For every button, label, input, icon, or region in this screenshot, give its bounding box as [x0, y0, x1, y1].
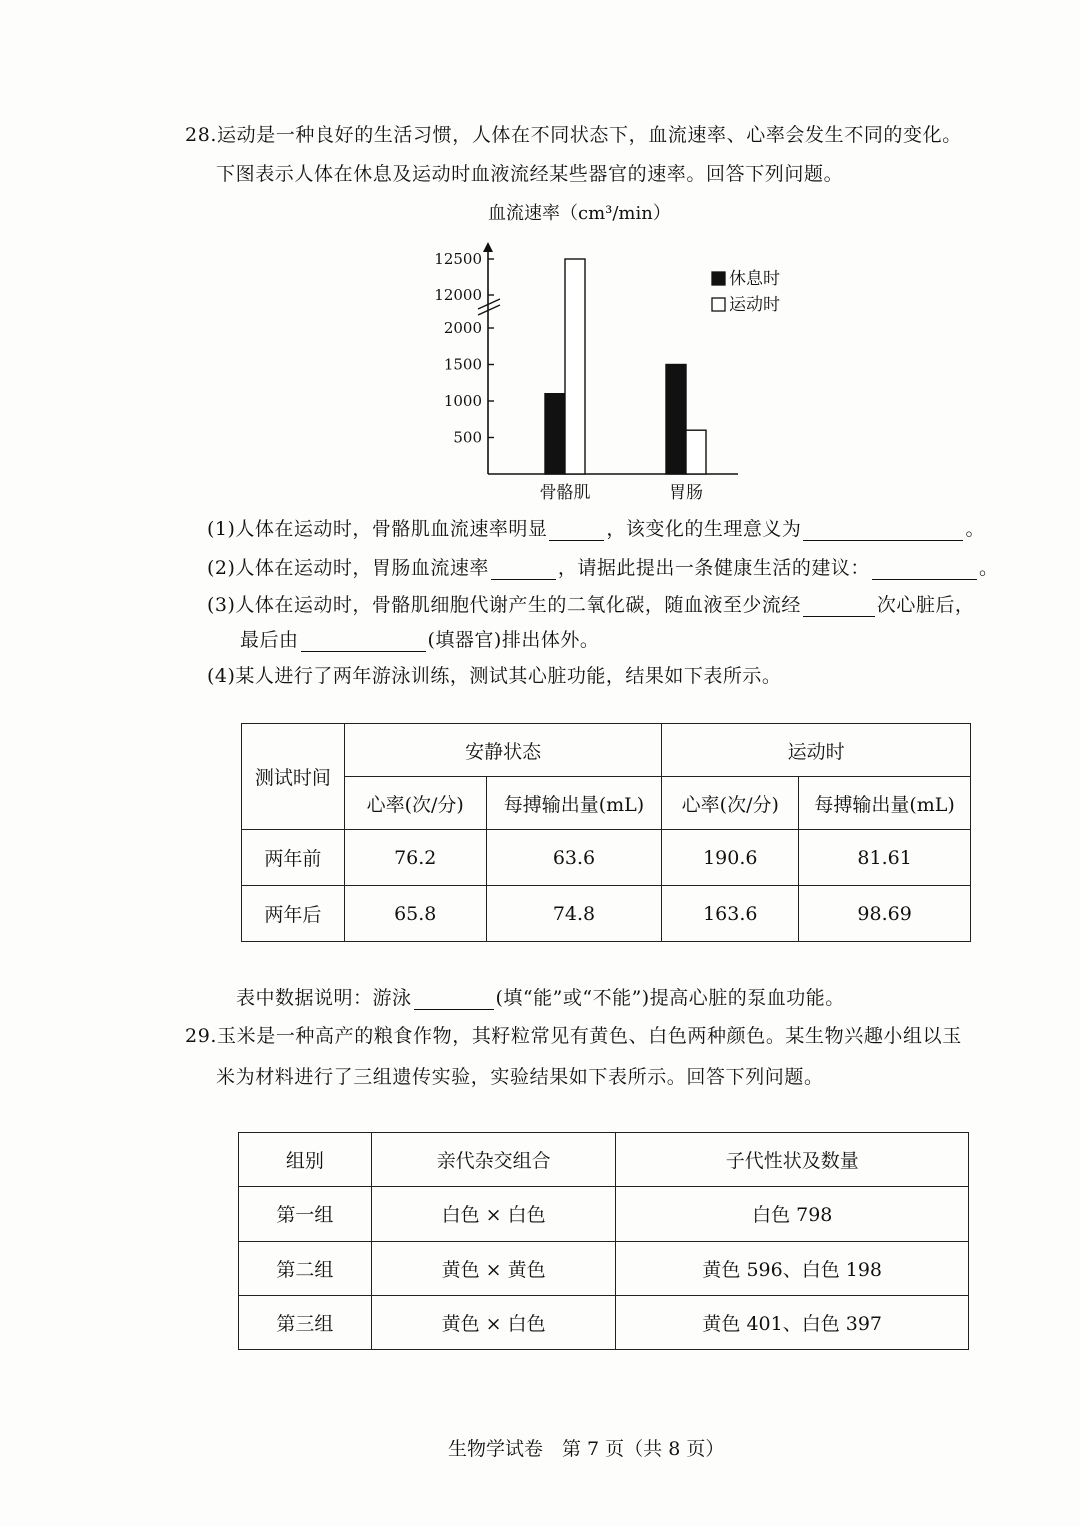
q28-sub3-text-c: 最后由	[240, 629, 299, 651]
bar	[565, 259, 585, 474]
table-cell: 76.2	[344, 830, 486, 886]
q28-conclusion-blank[interactable]	[414, 989, 494, 1010]
q28-sub1-text-a: (1)人体在运动时，骨骼肌血流速率明显	[207, 518, 548, 540]
blood-flow-chart	[420, 232, 820, 512]
table-cell: 白色 × 白色	[371, 1187, 616, 1241]
q28-line2: 下图表示人体在休息及运动时血液流经某些器官的速率。回答下列问题。	[216, 163, 844, 185]
legend-swatch	[712, 298, 725, 311]
category-label: 骨骼肌	[539, 483, 591, 503]
legend-label: 休息时	[729, 269, 780, 289]
y-tick-label: 2000	[443, 319, 482, 337]
q28-sub1-text-c: 。	[965, 518, 985, 540]
q28-sub3-text-d: (填器官)排出体外。	[427, 629, 600, 651]
table-cell: 65.8	[344, 886, 486, 942]
row-label: 两年后	[242, 886, 345, 942]
header-test-time: 测试时间	[242, 724, 345, 830]
heart-function-table	[241, 723, 971, 942]
category-label: 胃肠	[669, 483, 703, 503]
table-cell: 黄色 × 白色	[371, 1295, 616, 1349]
table-cell: 白色 798	[616, 1187, 969, 1241]
q28-sub1-text-b: ，该变化的生理意义为	[606, 518, 802, 540]
q28-sub2-blank-1[interactable]	[491, 559, 556, 580]
q28-sub2-text-a: (2)人体在运动时，胃肠血流速率	[207, 557, 489, 579]
corn-genetics-table	[238, 1132, 969, 1350]
q28-sub2-blank-2[interactable]	[872, 559, 977, 580]
q28-sub2	[207, 553, 998, 580]
table-row	[239, 1187, 969, 1241]
q28-sub1-blank-2[interactable]	[803, 520, 963, 541]
y-tick-label: 12000	[434, 286, 482, 304]
header-parent-cross: 亲代杂交组合	[371, 1133, 616, 1187]
y-tick-label: 500	[453, 428, 482, 447]
q28-line1: 28.运动是一种良好的生活习惯，人体在不同状态下，血流速率、心率会发生不同的变化。	[185, 124, 962, 146]
q28-sub1	[207, 514, 985, 541]
bar	[686, 430, 706, 474]
table-cell: 81.61	[799, 830, 971, 886]
y-tick-label: 12500	[434, 250, 482, 268]
q29-line1: 29.玉米是一种高产的粮食作物，其籽粒常见有黄色、白色两种颜色。某生物兴趣小组以玉	[185, 1025, 962, 1047]
q28-sub3-text-a: (3)人体在运动时，骨骼肌细胞代谢产生的二氧化碳，随血液至少流经	[207, 594, 801, 616]
header-exercise-heart-rate: 心率(次/分)	[662, 777, 799, 830]
chart-title: 血流速率（cm³/min）	[488, 203, 671, 224]
table-row	[239, 1241, 969, 1295]
y-axis-arrow	[483, 242, 493, 252]
q28-sub4: (4)某人进行了两年游泳训练，测试其心脏功能，结果如下表所示。	[207, 665, 782, 687]
q28-sub3-blank-2[interactable]	[301, 631, 426, 652]
page-footer: 生物学试卷 第 7 页（共 8 页）	[448, 1438, 725, 1460]
y-tick-label: 1500	[443, 355, 482, 374]
q28-conclusion-text-a: 表中数据说明：游泳	[236, 987, 412, 1009]
bar	[666, 365, 686, 475]
q28-conclusion-text-b: (填“能”或“不能”)提高心脏的泵血功能。	[495, 987, 845, 1009]
table-row	[239, 1295, 969, 1349]
header-exercise-state: 运动时	[662, 724, 971, 777]
axis-break-mark	[478, 305, 500, 315]
table-cell: 190.6	[662, 830, 799, 886]
q28-sub2-text-b: ，请据此提出一条健康生活的建议：	[557, 557, 870, 579]
row-label: 两年前	[242, 830, 345, 886]
header-rest-heart-rate: 心率(次/分)	[344, 777, 486, 830]
table-cell: 第三组	[239, 1295, 372, 1349]
table-row	[242, 886, 971, 942]
table-cell: 74.8	[486, 886, 662, 942]
table-cell: 63.6	[486, 830, 662, 886]
q28-conclusion	[236, 983, 845, 1010]
q28-sub3-cont	[240, 625, 599, 652]
legend-swatch	[712, 272, 725, 285]
q28-sub3-blank-1[interactable]	[803, 596, 875, 617]
table-cell: 黄色 596、白色 198	[616, 1241, 969, 1295]
table-cell: 98.69	[799, 886, 971, 942]
table-cell: 黄色 × 黄色	[371, 1241, 616, 1295]
bar	[545, 394, 565, 474]
header-offspring: 子代性状及数量	[616, 1133, 969, 1187]
header-exercise-stroke-volume: 每搏输出量(mL)	[799, 777, 971, 830]
q28-sub1-blank-1[interactable]	[549, 520, 604, 541]
table-cell: 163.6	[662, 886, 799, 942]
y-tick-label: 1000	[443, 392, 482, 410]
table-row	[242, 830, 971, 886]
legend-label: 运动时	[729, 295, 780, 315]
table-cell: 黄色 401、白色 397	[616, 1295, 969, 1349]
table-cell: 第一组	[239, 1187, 372, 1241]
table-header-row	[239, 1133, 969, 1187]
q28-sub2-text-c: 。	[978, 557, 999, 579]
q29-line2: 米为材料进行了三组遗传实验，实验结果如下表所示。回答下列问题。	[216, 1066, 824, 1088]
q28-sub3	[207, 590, 974, 617]
header-rest-stroke-volume: 每搏输出量(mL)	[486, 777, 662, 830]
header-group: 组别	[239, 1133, 372, 1187]
q28-sub3-text-b: 次心脏后，	[876, 594, 975, 616]
table-cell: 第二组	[239, 1241, 372, 1295]
header-rest-state: 安静状态	[344, 724, 662, 777]
